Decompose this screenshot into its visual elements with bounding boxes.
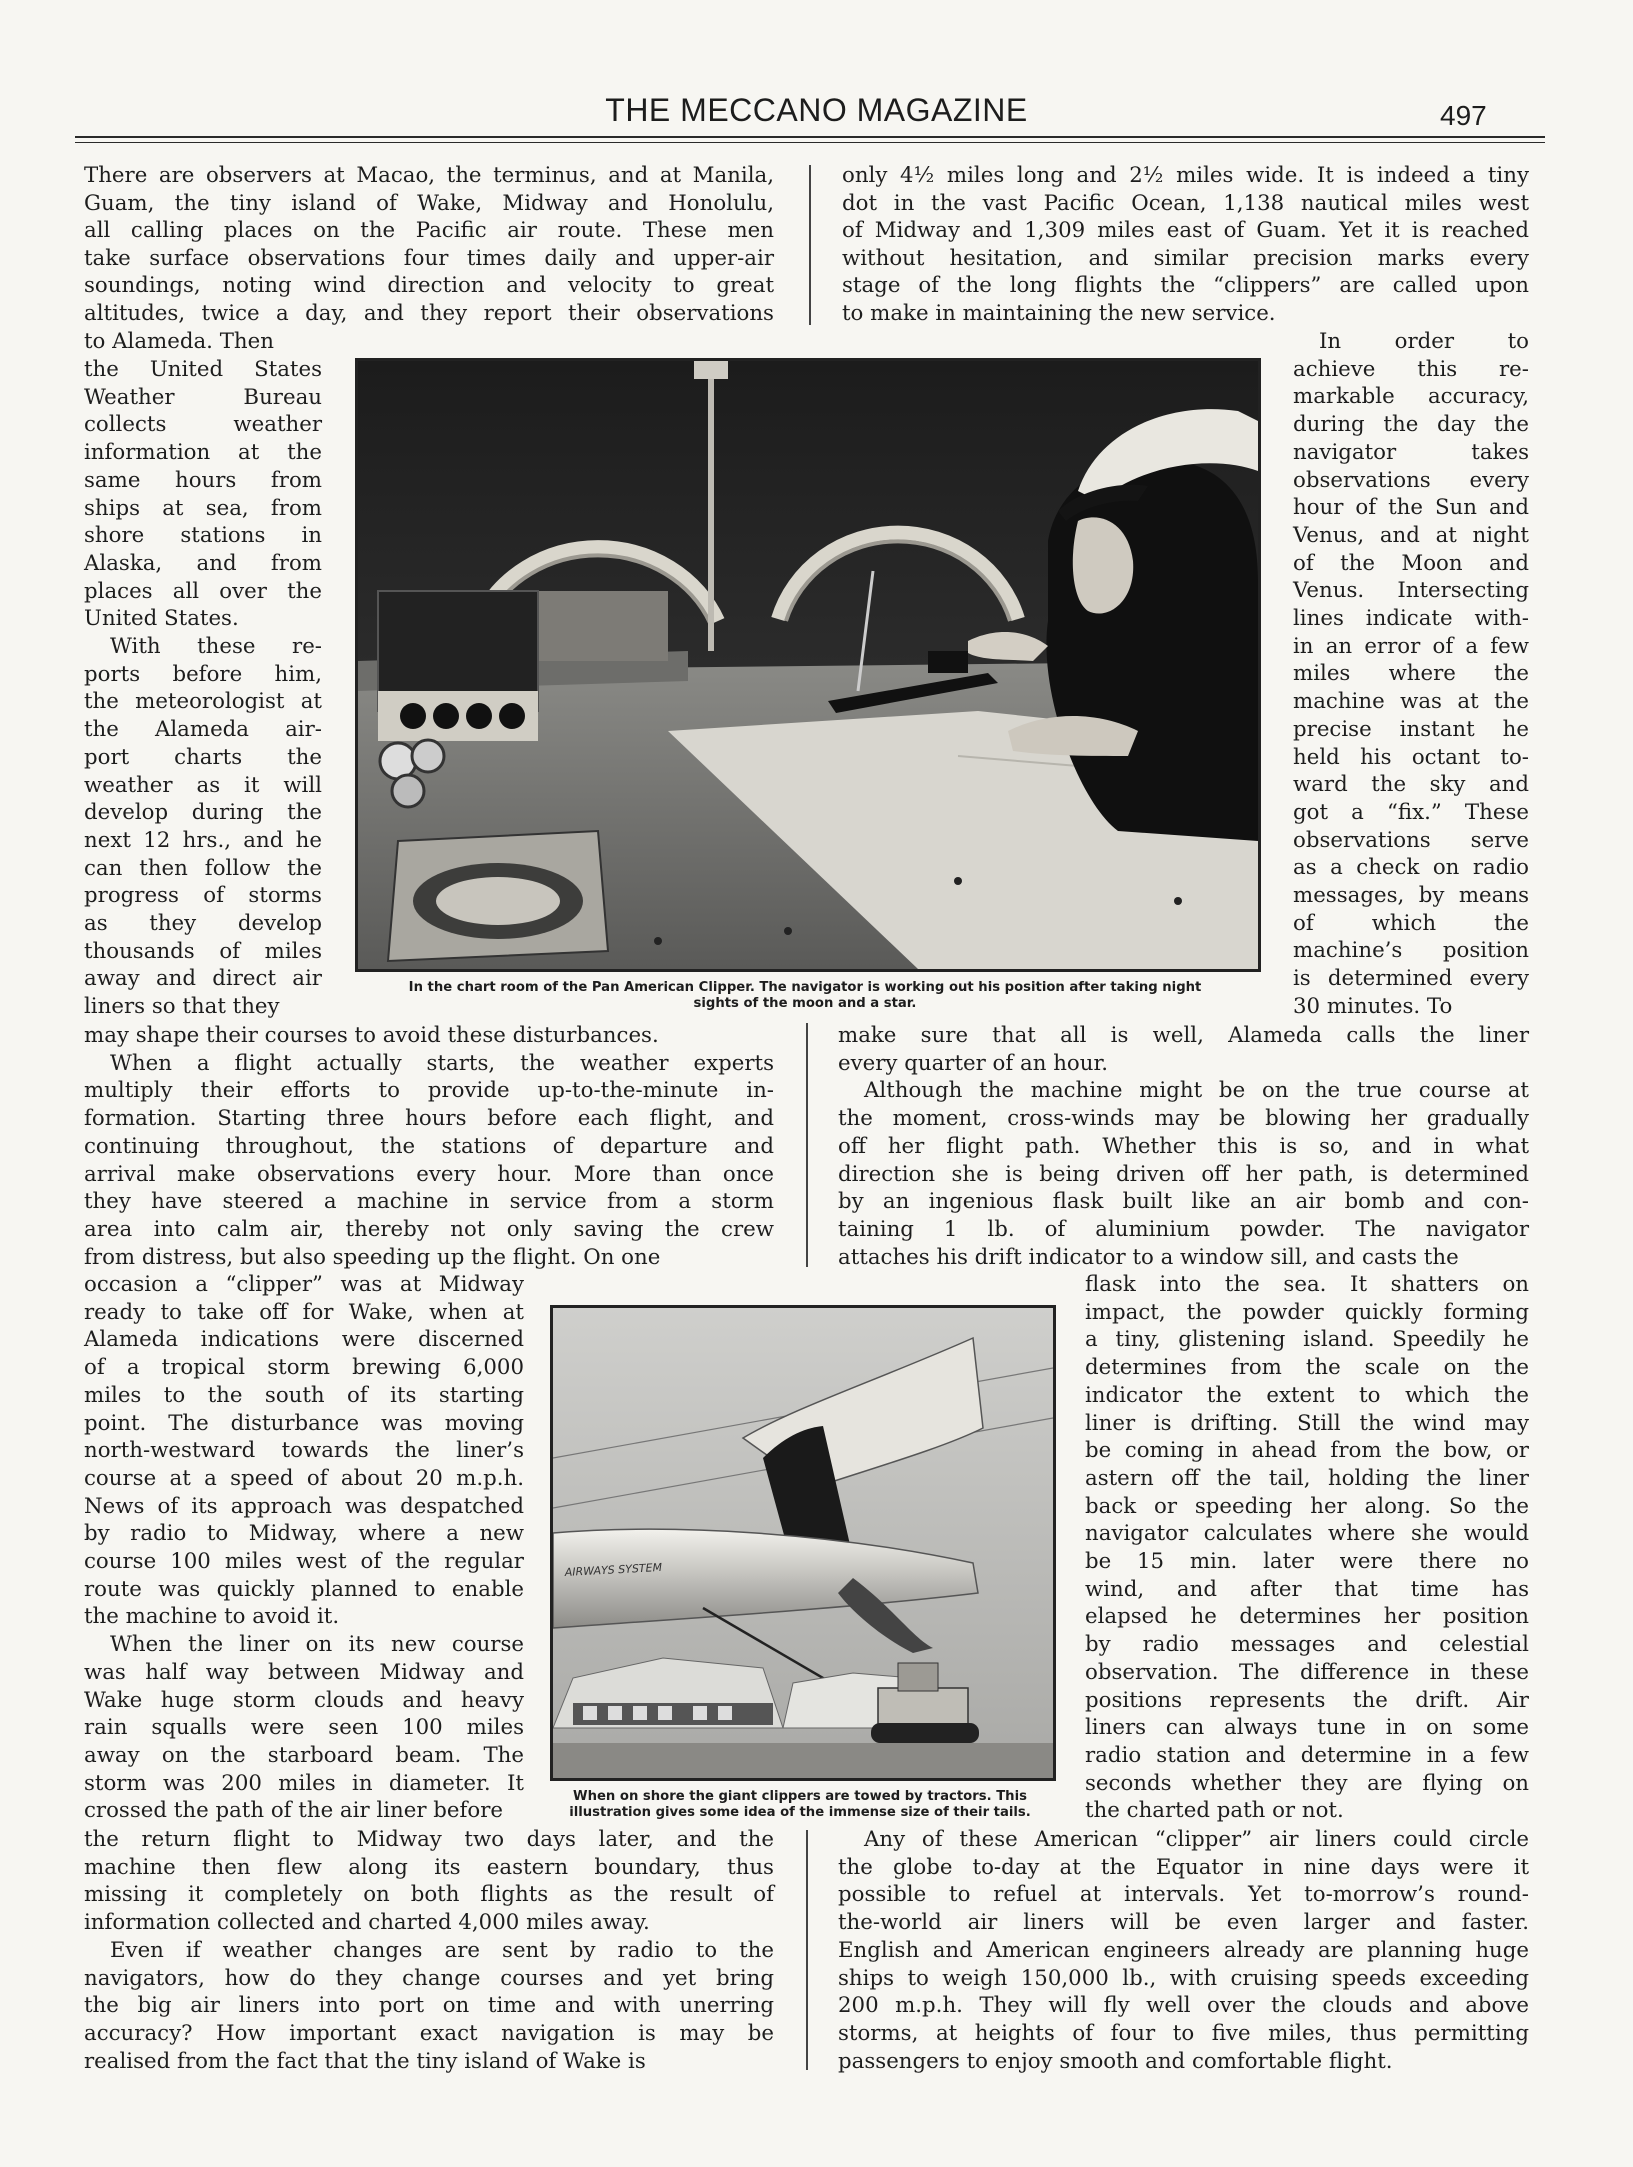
- text-line: in an error of a few: [1293, 633, 1529, 659]
- text-line: dot in the vast Pacific Ocean, 1,138 nautical miles west: [842, 190, 1529, 216]
- text-line: arrival make observations every hour. More than once: [84, 1161, 774, 1187]
- text-line: all calling places on the Pacific air route. These men: [84, 218, 774, 244]
- text-line: possible to refuel at intervals. Yet to-morrow’s round-: [838, 1882, 1529, 1908]
- text-line: navigators, how do they change courses and yet bring: [84, 1965, 774, 1991]
- text-line: navigator calculates where she would: [1085, 1521, 1529, 1547]
- text-line: Even if weather changes are sent by radio to the: [110, 1937, 774, 1963]
- text-line: observation. The difference in these: [1085, 1659, 1529, 1685]
- text-line: the big air liners into port on time and with unerring: [84, 1993, 774, 2019]
- text-line: liners so that they: [84, 994, 280, 1020]
- chart-room-caption-line1: In the chart room of the Pan American Clipper. The navigator is working out his position after taking night: [408, 980, 1202, 995]
- text-line: off her flight path. Whether this is so, and in what: [838, 1133, 1529, 1159]
- text-line: stage of the long flights the “clippers” are called upon: [842, 273, 1529, 299]
- text-line: occasion a “clipper” was at Midway: [84, 1272, 524, 1297]
- header-rule: [75, 136, 1545, 138]
- text-line: flask into the sea. It shatters on: [1085, 1272, 1529, 1297]
- text-line: navigator takes: [1293, 439, 1529, 465]
- text-line: passengers to enjoy smooth and comfortable flight.: [838, 2048, 1393, 2074]
- text-line: Alameda indications were discerned: [84, 1327, 524, 1353]
- text-line: of which the: [1293, 910, 1529, 936]
- text-line: ready to take off for Wake, when at: [84, 1299, 524, 1325]
- text-line: be coming in ahead from the bow, or: [1085, 1438, 1529, 1464]
- text-line: precise instant he: [1293, 716, 1529, 742]
- text-line: got a “fix.” These: [1293, 799, 1529, 825]
- text-line: next 12 hrs., and he: [84, 827, 322, 853]
- text-line: ward the sky and: [1293, 772, 1529, 798]
- clipper-tail-illustration: [553, 1308, 1053, 1778]
- text-line: be 15 min. later were there no: [1085, 1549, 1529, 1574]
- text-line: storm was 200 miles in diameter. It: [84, 1770, 524, 1796]
- column-divider-middle: [806, 1023, 808, 1267]
- column-divider-top: [809, 165, 811, 325]
- text-line: machine then flew along its eastern boundary, thus: [84, 1854, 774, 1880]
- text-line: collects weather: [84, 412, 322, 438]
- text-line: of Midway and 1,309 miles east of Guam. Yet it is reached: [842, 218, 1529, 244]
- text-line: from distress, but also speeding up the flight. On one: [84, 1244, 661, 1270]
- text-line: altitudes, twice a day, and they report their observations: [84, 301, 774, 326]
- clipper-tail-caption-line2: illustration gives some idea of the immense size of their tails.: [569, 1805, 1031, 1820]
- text-line: is determined every: [1293, 966, 1529, 992]
- text-line: the Alameda air-: [84, 717, 322, 743]
- text-line: missing it completely on both flights as the result of: [84, 1882, 774, 1908]
- text-line: Venus, and at night: [1293, 522, 1529, 548]
- text-line: they have steered a machine in service from a storm: [84, 1189, 774, 1215]
- text-line: of the Moon and: [1293, 550, 1529, 576]
- text-line: machine’s position: [1293, 938, 1529, 964]
- text-line: indicator the extent to which the: [1085, 1382, 1529, 1408]
- text-line: the-world air liners will be even larger and faster.: [838, 1910, 1529, 1936]
- text-line: ships at sea, from: [84, 495, 322, 521]
- text-line: during the day the: [1293, 412, 1529, 438]
- text-line: elapsed he determines her position: [1085, 1604, 1529, 1630]
- text-line: area into calm air, thereby not only saving the crew: [84, 1216, 774, 1242]
- text-line: achieve this re-: [1293, 356, 1529, 382]
- text-line: storms, at heights of four to five miles, thus permitting: [838, 2020, 1529, 2046]
- text-line: liner is drifting. Still the wind may: [1085, 1410, 1529, 1436]
- text-line: the return flight to Midway two days later, and the: [84, 1827, 774, 1852]
- text-line: taining 1 lb. of aluminium powder. The navigator: [838, 1216, 1529, 1242]
- text-line: observations serve: [1293, 827, 1529, 853]
- text-line: messages, by means: [1293, 883, 1529, 908]
- chart-room-photo: [355, 358, 1261, 972]
- text-line: information at the: [84, 440, 322, 466]
- text-line: markable accuracy,: [1293, 384, 1529, 410]
- text-line: direction she is being driven off her path, is determined: [838, 1161, 1529, 1187]
- text-line: every quarter of an hour.: [838, 1050, 1109, 1076]
- header-rule-thin: [75, 142, 1545, 143]
- text-line: 200 m.p.h. They will fly well over the clouds and above: [838, 1993, 1529, 2019]
- text-line: Guam, the tiny island of Wake, Midway and Honolulu,: [84, 190, 774, 216]
- navigator-illustration: [358, 361, 1258, 969]
- text-line: by an ingenious flask built like an air bomb and con-: [838, 1189, 1529, 1215]
- text-line: formation. Starting three hours before each flight, and: [84, 1106, 774, 1132]
- text-line: away on the starboard beam. The: [84, 1742, 524, 1768]
- text-line: United States.: [84, 606, 239, 632]
- text-line: back or speeding her along. So the: [1085, 1493, 1529, 1519]
- text-line: the moment, cross-winds may be blowing her gradually: [838, 1106, 1529, 1132]
- text-line: of a tropical storm brewing 6,000: [84, 1355, 524, 1381]
- text-line: There are observers at Macao, the terminus, and at Manila,: [84, 163, 774, 188]
- chart-room-caption: [340, 980, 1270, 1012]
- page-number: 497: [1440, 100, 1487, 131]
- text-line: With these re-: [110, 634, 322, 659]
- fuselage-lettering: AIRWAYS SYSTEM: [564, 1560, 663, 1579]
- text-line: north-westward towards the liner’s: [84, 1438, 524, 1464]
- text-line: can then follow the: [84, 855, 322, 881]
- text-line: the United States: [84, 357, 322, 382]
- text-line: Venus. Intersecting: [1293, 578, 1529, 604]
- text-line: port charts the: [84, 744, 322, 770]
- text-line: determines from the scale on the: [1085, 1355, 1529, 1381]
- text-line: course at a speed of about 20 m.p.h.: [84, 1465, 524, 1491]
- text-line: the globe to-day at the Equator in nine days were it: [838, 1854, 1529, 1880]
- text-line: weather as it will: [84, 772, 322, 798]
- text-line: ports before him,: [84, 661, 322, 687]
- clipper-tail-caption-line1: When on shore the giant clippers are towed by tractors. This: [573, 1789, 1027, 1804]
- text-line: Wake huge storm clouds and heavy: [84, 1687, 524, 1713]
- text-line: take surface observations four times daily and upper-air: [84, 245, 774, 271]
- text-line: When the liner on its new course: [110, 1632, 524, 1658]
- text-line: positions represents the drift. Air: [1085, 1687, 1529, 1713]
- clipper-tail-caption: [540, 1789, 1060, 1821]
- text-line: liners can always tune in on some: [1085, 1715, 1529, 1741]
- text-line: attaches his drift indicator to a window sill, and casts the: [838, 1244, 1459, 1270]
- chart-room-caption-line2: sights of the moon and a star.: [693, 996, 917, 1011]
- text-line: as a check on radio: [1293, 855, 1529, 881]
- text-line: to make in maintaining the new service.: [842, 301, 1276, 326]
- text-line: Although the machine might be on the true course at: [864, 1078, 1529, 1104]
- text-line: radio station and determine in a few: [1085, 1742, 1529, 1768]
- text-line: wind, and after that time has: [1085, 1576, 1529, 1602]
- text-line: Weather Bureau: [84, 384, 322, 410]
- text-line: impact, the powder quickly forming: [1085, 1299, 1529, 1325]
- text-line: rain squalls were seen 100 miles: [84, 1715, 524, 1741]
- text-line: miles where the: [1293, 661, 1529, 687]
- text-line: News of its approach was despatched: [84, 1493, 524, 1519]
- text-line: crossed the path of the air liner before: [84, 1798, 504, 1824]
- text-line: develop during the: [84, 800, 322, 826]
- text-line: Any of these American “clipper” air liners could circle: [864, 1827, 1529, 1852]
- text-line: hour of the Sun and: [1293, 495, 1529, 521]
- text-line: observations every: [1293, 467, 1529, 493]
- text-line: astern off the tail, holding the liner: [1085, 1465, 1529, 1491]
- text-line: 30 minutes. To: [1293, 993, 1453, 1019]
- text-line: away and direct air: [84, 966, 322, 992]
- text-line: the meteorologist at: [84, 689, 322, 715]
- text-line: accuracy? How important exact navigation is may be: [84, 2020, 774, 2046]
- text-line: only 4½ miles long and 2½ miles wide. It is indeed a tiny: [842, 163, 1529, 188]
- text-line: thousands of miles: [84, 938, 322, 964]
- clipper-tail-photo: [550, 1305, 1056, 1781]
- text-line: course 100 miles west of the regular: [84, 1549, 524, 1574]
- text-line: Alaska, and from: [84, 550, 322, 576]
- text-line: held his octant to-: [1293, 744, 1529, 770]
- text-line: route was quickly planned to enable: [84, 1576, 524, 1602]
- text-line: places all over the: [84, 578, 322, 604]
- text-line: soundings, noting wind direction and velocity to great: [84, 273, 774, 299]
- text-line: information collected and charted 4,000 miles away.: [84, 1910, 650, 1936]
- text-line: may shape their courses to avoid these disturbances.: [84, 1023, 659, 1048]
- text-line: same hours from: [84, 467, 322, 493]
- text-line: by radio to Midway, where a new: [84, 1521, 524, 1547]
- text-line: point. The disturbance was moving: [84, 1410, 524, 1436]
- text-line: make sure that all is well, Alameda calls the liner: [838, 1023, 1529, 1048]
- text-line: English and American engineers already are planning huge: [838, 1937, 1529, 1963]
- text-line: realised from the fact that the tiny island of Wake is: [84, 2048, 646, 2074]
- text-line: progress of storms: [84, 883, 322, 909]
- text-line: ships to weigh 150,000 lb., with cruising speeds exceeding: [838, 1965, 1529, 1991]
- text-line: to Alameda. Then: [84, 328, 274, 354]
- text-line: a tiny, glistening island. Speedily he: [1085, 1327, 1529, 1353]
- text-line: as they develop: [84, 911, 322, 936]
- text-line: seconds whether they are flying on: [1085, 1770, 1529, 1796]
- text-line: miles to the south of its starting: [84, 1382, 524, 1408]
- text-line: by radio messages and celestial: [1085, 1632, 1529, 1658]
- column-divider-bottom: [806, 1830, 808, 2070]
- text-line: the charted path or not.: [1085, 1798, 1344, 1824]
- text-line: lines indicate with-: [1293, 606, 1529, 631]
- text-line: shore stations in: [84, 523, 322, 549]
- text-line: continuing throughout, the stations of departure and: [84, 1133, 774, 1159]
- text-line: multiply their efforts to provide up-to-the-minute in-: [84, 1078, 774, 1104]
- text-line: without hesitation, and similar precision marks every: [842, 245, 1529, 271]
- text-line: When a flight actually starts, the weather experts: [110, 1050, 774, 1076]
- text-line: the machine to avoid it.: [84, 1604, 340, 1630]
- text-line: machine was at the: [1293, 689, 1529, 715]
- text-line: was half way between Midway and: [84, 1659, 524, 1685]
- text-line: In order to: [1319, 329, 1529, 354]
- magazine-title: THE MECCANO MAGAZINE: [605, 92, 1028, 128]
